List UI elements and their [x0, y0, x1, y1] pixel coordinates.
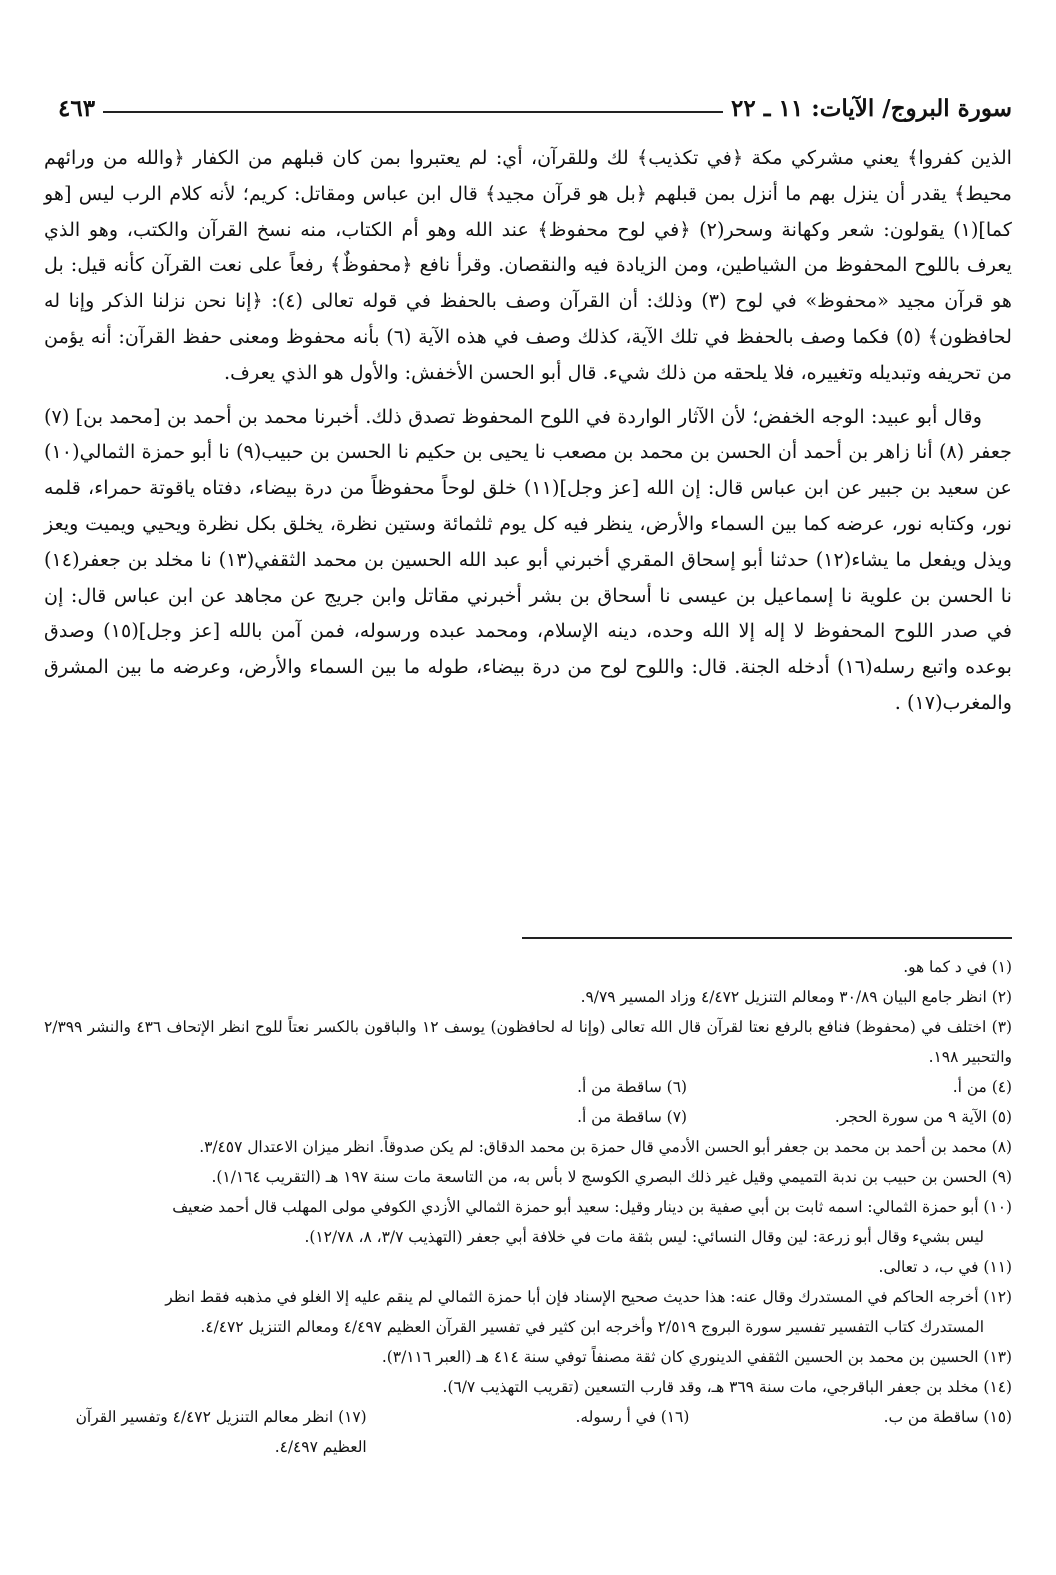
footnotes	[44, 952, 1012, 1462]
paragraph: وقال أبو عبيد: الوجه الخفض؛ لأن الآثار الواردة في اللوح المحفوظ تصدق ذلك. أخبرنا محمد بن أحمد بن [محمد بن] (٧) جعفر (٨) أنا زاهر بن أحمد أن الحسن بن محمد بن مصعب نا يحيى بن حكيم نا الحسن بن حبيب(٩) نا أبو حمزة الثمالي(١٠) عن سعيد بن جبير عن ابن عباس قال: إن الله [عز وجل](١١) خلق لوحاً محفوظاً من درة بيضاء، دفتاه ياقوتة حمراء، قلمه نور، وكتابه نور، عرضه كما بين السماء والأرض، ينظر فيه كل يوم ثلثمائة وستين نظرة، يخلق بكل نظرة ويحيي ويميت ويعز ويذل ويفعل ما يشاء(١٢) حدثنا أبو إسحاق المقري أخبرني أبو عبد الله الحسين بن محمد الثقفي(١٣) نا مخلد بن جعفر(١٤) نا الحسن بن علوية نا إسماعيل بن عيسى نا أسحاق بن بشر أخبرني مقاتل وابن جريج عن مجاهد عن ابن عباس قال: إن في صدر اللوح المحفوظ لا إله إلا الله وحده، دينه الإسلام، ومحمد عبده ورسوله، فمن آمن بالله [عز وجل](١٥) وصدق بوعده واتبع رسله(١٦) أدخله الجنة. قال: واللوح لوح من درة بيضاء، طوله ما بين السماء والأرض، وعرضه ما بين المشرق والمغرب(١٧) .	[44, 404, 1012, 714]
paragraph: الذين كفروا﴾ يعني مشركي مكة ﴿في تكذيب﴾ لك وللقرآن، أي: لم يعتبروا بمن كان قبلهم من الكفار ﴿والله من ورائهم محيط﴾ يقدر أن ينزل بهم ما أنزل بمن قبلهم ﴿بل هو قرآن مجيد﴾ قال ابن عباس ومقاتل: كريم؛ لأنه كلام الرب ليس [هو كما](١) يقولون: شعر وكهانة وسحر(٢) ﴿في لوح محفوظ﴾ عند الله وهو أم الكتاب، منه نسخ القرآن والكتب، وهو الذي يعرف باللوح المحفوظ من الشياطين، ومن الزيادة فيه والنقصان. وقرأ نافع ﴿محفوظٌ﴾ رفعاً على نعت القرآن كأنه قيل: بل هو قرآن مجيد «محفوظ» في لوح (٣) وذلك: أن القرآن وصف بالحفظ في قوله تعالى (٤): ﴿إنا نحن نزلنا الذكر وإنا له لحافظون﴾ (٥) فكما وصف بالحفظ في تلك الآية، كذلك وصف في هذه الآية (٦) بأنه محفوظ ومعنى حفظ القرآن: أنه يؤمن من تحريفه وتبديله وتغييره، فلا يلحقه من ذلك شيء. قال أبو الحسن الأخفش: والأول هو الذي يعرف.	[44, 146, 1012, 384]
footnote-continuation: المستدرك كتاب التفسير تفسير سورة البروج ٢/٥١٩ وأخرجه ابن كثير في تفسير القرآن العظيم ٤/٤٩٧ ومعالم التنزيل ٤/٤٧٢.	[200, 1318, 984, 1336]
footnote-continuation: ليس بشيء وقال أبو زرعة: لين وقال النسائي: ليس بثقة مات في خلافة أبي جعفر (التهذيب ٣/٧، ٨، ١٢/٧٨).	[304, 1228, 984, 1246]
footnote: (١٦) في أ رسوله.	[575, 1408, 690, 1426]
footnote: (١٣) الحسين بن محمد بن الحسين الثقفي الدينوري كان ثقة مصنفاً توفي سنة ٤١٤ هـ (العبر ٣/١١٦).	[381, 1348, 1012, 1366]
footnote: (١٢) أخرجه الحاكم في المستدرك وقال عنه: هذا حديث صحيح الإسناد فإن أبا حمزة الثمالي لم ينقم عليه إلا الغلو في مذهبه فقط انظر	[165, 1288, 1012, 1306]
footnote: (١٤) مخلد بن جعفر الباقرجي، مات سنة ٣٦٩ هـ، وقد قارب التسعين (تقريب التهذيب ٦/٧).	[442, 1378, 1012, 1396]
main-text	[44, 140, 1012, 721]
surah-verse-heading: سورة البروج/ الآيات: ١١ ـ ٢٢	[731, 95, 1012, 122]
footnote: (١١) في ب، د تعالى.	[878, 1258, 1012, 1276]
footnote: (٦) ساقطة من أ.	[577, 1078, 687, 1096]
footnote: (١٠) أبو حمزة الثمالي: اسمه ثابت بن أبي صفية بن دينار وقيل: سعيد أبو حمزة الثمالي الأزدي الكوفي مولى المهلب قال أحمد ضعيف	[172, 1198, 1012, 1216]
footnote: (٨) محمد بن أحمد بن محمد بن جعفر أبو الحسن الأدمي قال حمزة بن محمد الدقاق: لم يكن صدوقاً. انظر ميزان الاعتدال ٣/٤٥٧.	[199, 1138, 1012, 1156]
footnote: (٣) اختلف في (محفوظ) فنافع بالرفع نعتا لقرآن قال الله تعالى (وإنا له لحافظون) يوسف ١٢ والباقون بالكسر نعتاً للوح انظر الإتحاف ٤٣٦ والنشر ٢/٣٩٩ والتحبير ١٩٨.	[44, 1018, 1012, 1066]
page-number: ٤٦٣	[58, 95, 96, 122]
footnote: (٩) الحسن بن حبيب بن ندبة التميمي وقيل غير ذلك البصري الكوسج لا بأس به، من التاسعة مات سنة ١٩٧ هـ (التقريب ١/١٦٤).	[211, 1168, 1012, 1186]
footnote-row	[44, 1402, 1012, 1462]
footnote: (١٧) انظر معالم التنزيل ٤/٤٧٢ وتفسير القرآن العظيم ٤/٤٩٧.	[75, 1408, 367, 1456]
header-rule	[103, 111, 723, 113]
footnote-separator	[522, 937, 1012, 939]
footnote: (١٥) ساقطة من ب.	[883, 1408, 1012, 1426]
footnote-row	[44, 1072, 1012, 1102]
footnote: (٥) الآية ٩ من سورة الحجر.	[834, 1108, 1012, 1126]
footnote: (٤) من أ.	[952, 1078, 1012, 1096]
footnote-row	[44, 1102, 1012, 1132]
footnote: (٢) انظر جامع البيان ٣٠/٨٩ ومعالم التنزيل ٤/٤٧٢ وزاد المسير ٩/٧٩.	[580, 988, 1012, 1006]
footnote: (٧) ساقطة من أ.	[577, 1108, 687, 1126]
running-header	[58, 82, 1012, 122]
footnote: (١) في د كما هو.	[903, 958, 1012, 976]
